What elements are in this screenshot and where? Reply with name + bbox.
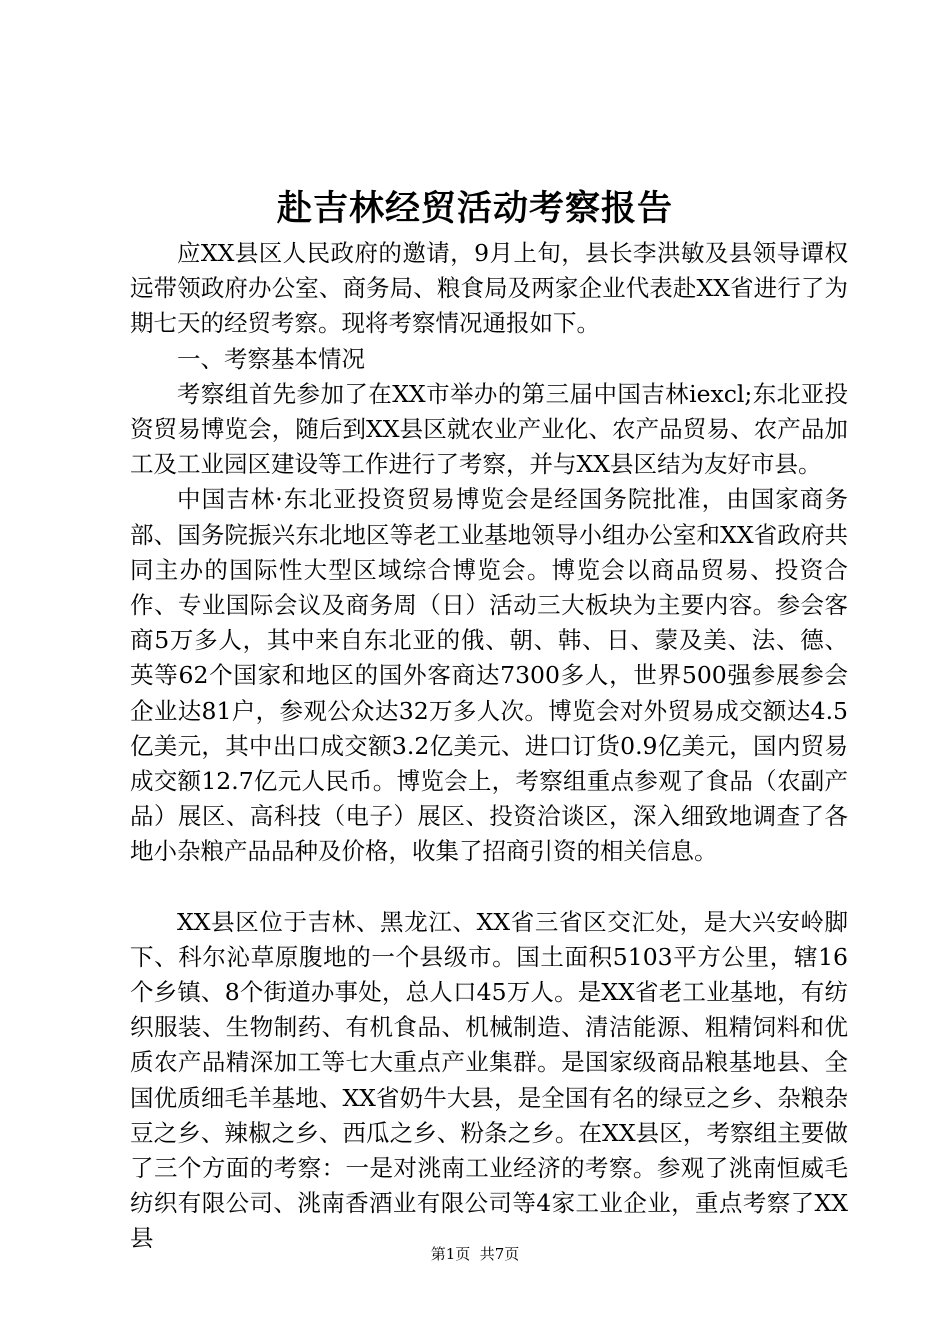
- document-title: 赴吉林经贸活动考察报告: [276, 188, 673, 229]
- document-body: [130, 236, 848, 1257]
- paragraph-county: XX县区位于吉林、黑龙江、XX省三省区交汇处，是大兴安岭脚下、科尔沁草原腹地的一个县级市。国土面积5103平方公里，辖16个乡镇、8个街道办事处，总人口45万人。是XX省老工业基地，有纺织服装、生物制药、有机食品、机械制造、清洁能源、粗精饲料和优质农产品精深加工等七大重点产业集群。是国家级商品粮基地县、全国优质细毛羊基地、XX省奶牛大县，是全国有名的绿豆之乡、杂粮杂豆之乡、辣椒之乡、西瓜之乡、粉条之乡。在XX县区，考察组主要做了三个方面的考察：一是对洮南工业经济的考察。参观了洮南恒威毛纺织有限公司、洮南香酒业有限公司等4家工业企业，重点考察了XX县: [130, 907, 848, 1253]
- page-number: 第1页 共7页: [430, 1245, 520, 1263]
- section-heading: 一、考察基本情况: [177, 344, 365, 373]
- paragraph-expo: 中国吉林·东北亚投资贸易博览会是经国务院批准，由国家商务部、国务院振兴东北地区等老工业基地领导小组办公室和XX省政府共同主办的国际性大型区域综合博览会。博览会以商品贸易、投资合作、专业国际会议及商务周（日）活动三大板块为主要内容。参会客商5万多人，其中来自东北亚的俄、朝、韩、日、蒙及美、法、德、英等62个国家和地区的国外客商达7300多人，世界500强参展参会企业达81户，参观公众达32万多人次。博览会对外贸易成交额达4.5亿美元，其中出口成交额3.2亿美元、进口订货0.9亿美元，国内贸易成交额12.7亿元人民币。博览会上，考察组重点参观了食品（农副产品）展区、高科技（电子）展区、投资洽谈区，深入细致地调查了各地小杂粮产品品种及价格，收集了招商引资的相关信息。: [130, 485, 848, 866]
- paragraph-overview: 考察组首先参加了在XX市举办的第三届中国吉林iexcl;东北亚投资贸易博览会，随后到XX县区就农业产业化、农产品贸易、农产品加工及工业园区建设等工作进行了考察，并与XX县区结为友好市县。: [130, 379, 848, 479]
- paragraph-intro: 应XX县区人民政府的邀请，9月上旬，县长李洪敏及县领导谭权远带领政府办公室、商务局、粮食局及两家企业代表赴XX省进行了为期七天的经贸考察。现将考察情况通报如下。: [130, 239, 848, 338]
- page-footer: [0, 1244, 950, 1264]
